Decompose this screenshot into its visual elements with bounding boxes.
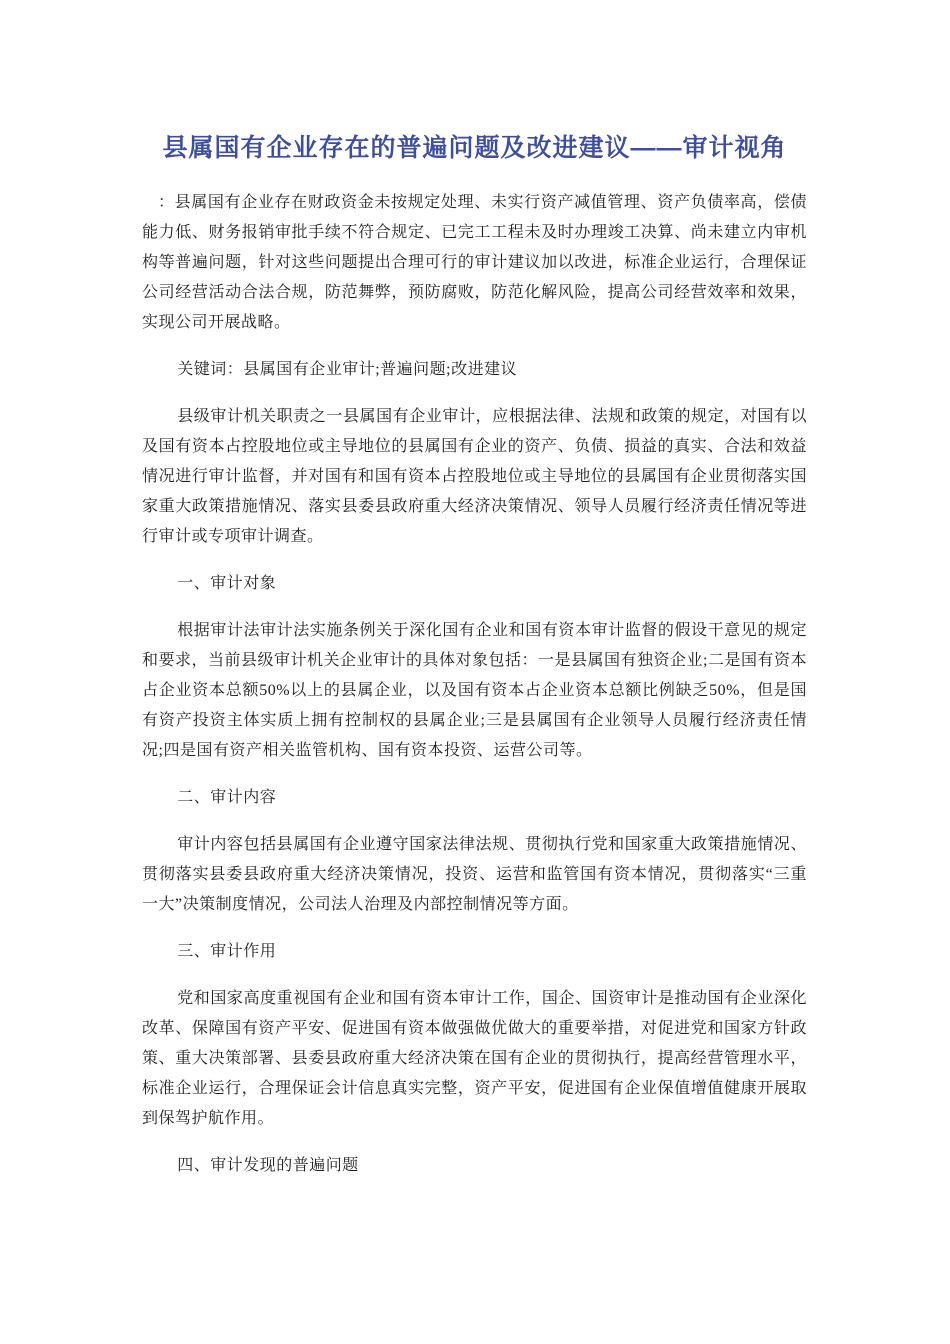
section-body-audit-role: 党和国家高度重视国有企业和国有资本审计工作，国企、国资审计是推动国有企业深化改革、保障国有资产平安、促进国有资本做强做优做大的重要举措，对促进党和国家方针政策、重大决策部署、县委县政府重大经济决策在国有企业的贯彻执行，提高经营管理水平，标准企业运行，合理保证会计信息真实完整，资产平安，促进国有企业保值增值健康开展取到保驾护航作用。 [142, 990, 807, 1127]
document-content [142, 130, 807, 1198]
section-heading-audit-content: 二、审计内容 [177, 789, 277, 806]
article-title: 县属国有企业存在的普遍问题及改进建议——审计视角 [162, 134, 787, 162]
section-body-audit-content: 审计内容包括县属国有企业遵守国家法律法规、贯彻执行党和国家重大政策措施情况、贯彻落实县委县政府重大经济决策情况，投资、运营和监管国有资本情况，贯彻落实“三重一大”决策制度情况，公司法人治理及内部控制情况等方面。 [142, 836, 807, 913]
section-body-audit-targets: 根据审计法审计法实施条例关于深化国有企业和国有资本审计监督的假设干意见的规定和要求，当前县级审计机关企业审计的具体对象包括：一是县属国有独资企业;二是国有资本占企业资本总额50%以上的县属企业，以及国有资本占企业资本总额比例缺乏50%，但是国有资产投资主体实质上拥有控制权的县属企业;三是县属国有企业领导人员履行经济责任情况;四是国有资产相关监管机构、国有资本投资、运营公司等。 [142, 622, 807, 759]
section-heading-common-problems: 四、审计发现的普遍问题 [177, 1157, 359, 1174]
keywords-line: 关键词：县属国有企业审计;普遍问题;改进建议 [177, 361, 518, 378]
abstract-paragraph: ：县属国有企业存在财政资金未按规定处理、未实行资产减值管理、资产负债率高，偿债能力低、财务报销审批手续不符合规定、已完工工程未及时办理竣工决算、尚未建立内审机构等普遍问题，针对这些问题提出合理可行的审计建议加以改进，标准企业运行，合理保证公司经营活动合法合规，防范舞弊，预防腐败，防范化解风险，提高公司经营效率和效果，实现公司开展战略。 [142, 194, 807, 331]
section-heading-audit-role: 三、审计作用 [177, 943, 277, 960]
intro-paragraph: 县级审计机关职责之一县属国有企业审计，应根据法律、法规和政策的规定，对国有以及国有资本占控股地位或主导地位的县属国有企业的资产、负债、损益的真实、合法和效益情况进行审计监督，并对国有和国有资本占控股地位或主导地位的县属国有企业贯彻落实国家重大政策措施情况、落实县委县政府重大经济决策情况、领导人员履行经济责任情况等进行审计或专项审计调查。 [142, 408, 807, 545]
section-heading-audit-targets: 一、审计对象 [177, 575, 277, 592]
